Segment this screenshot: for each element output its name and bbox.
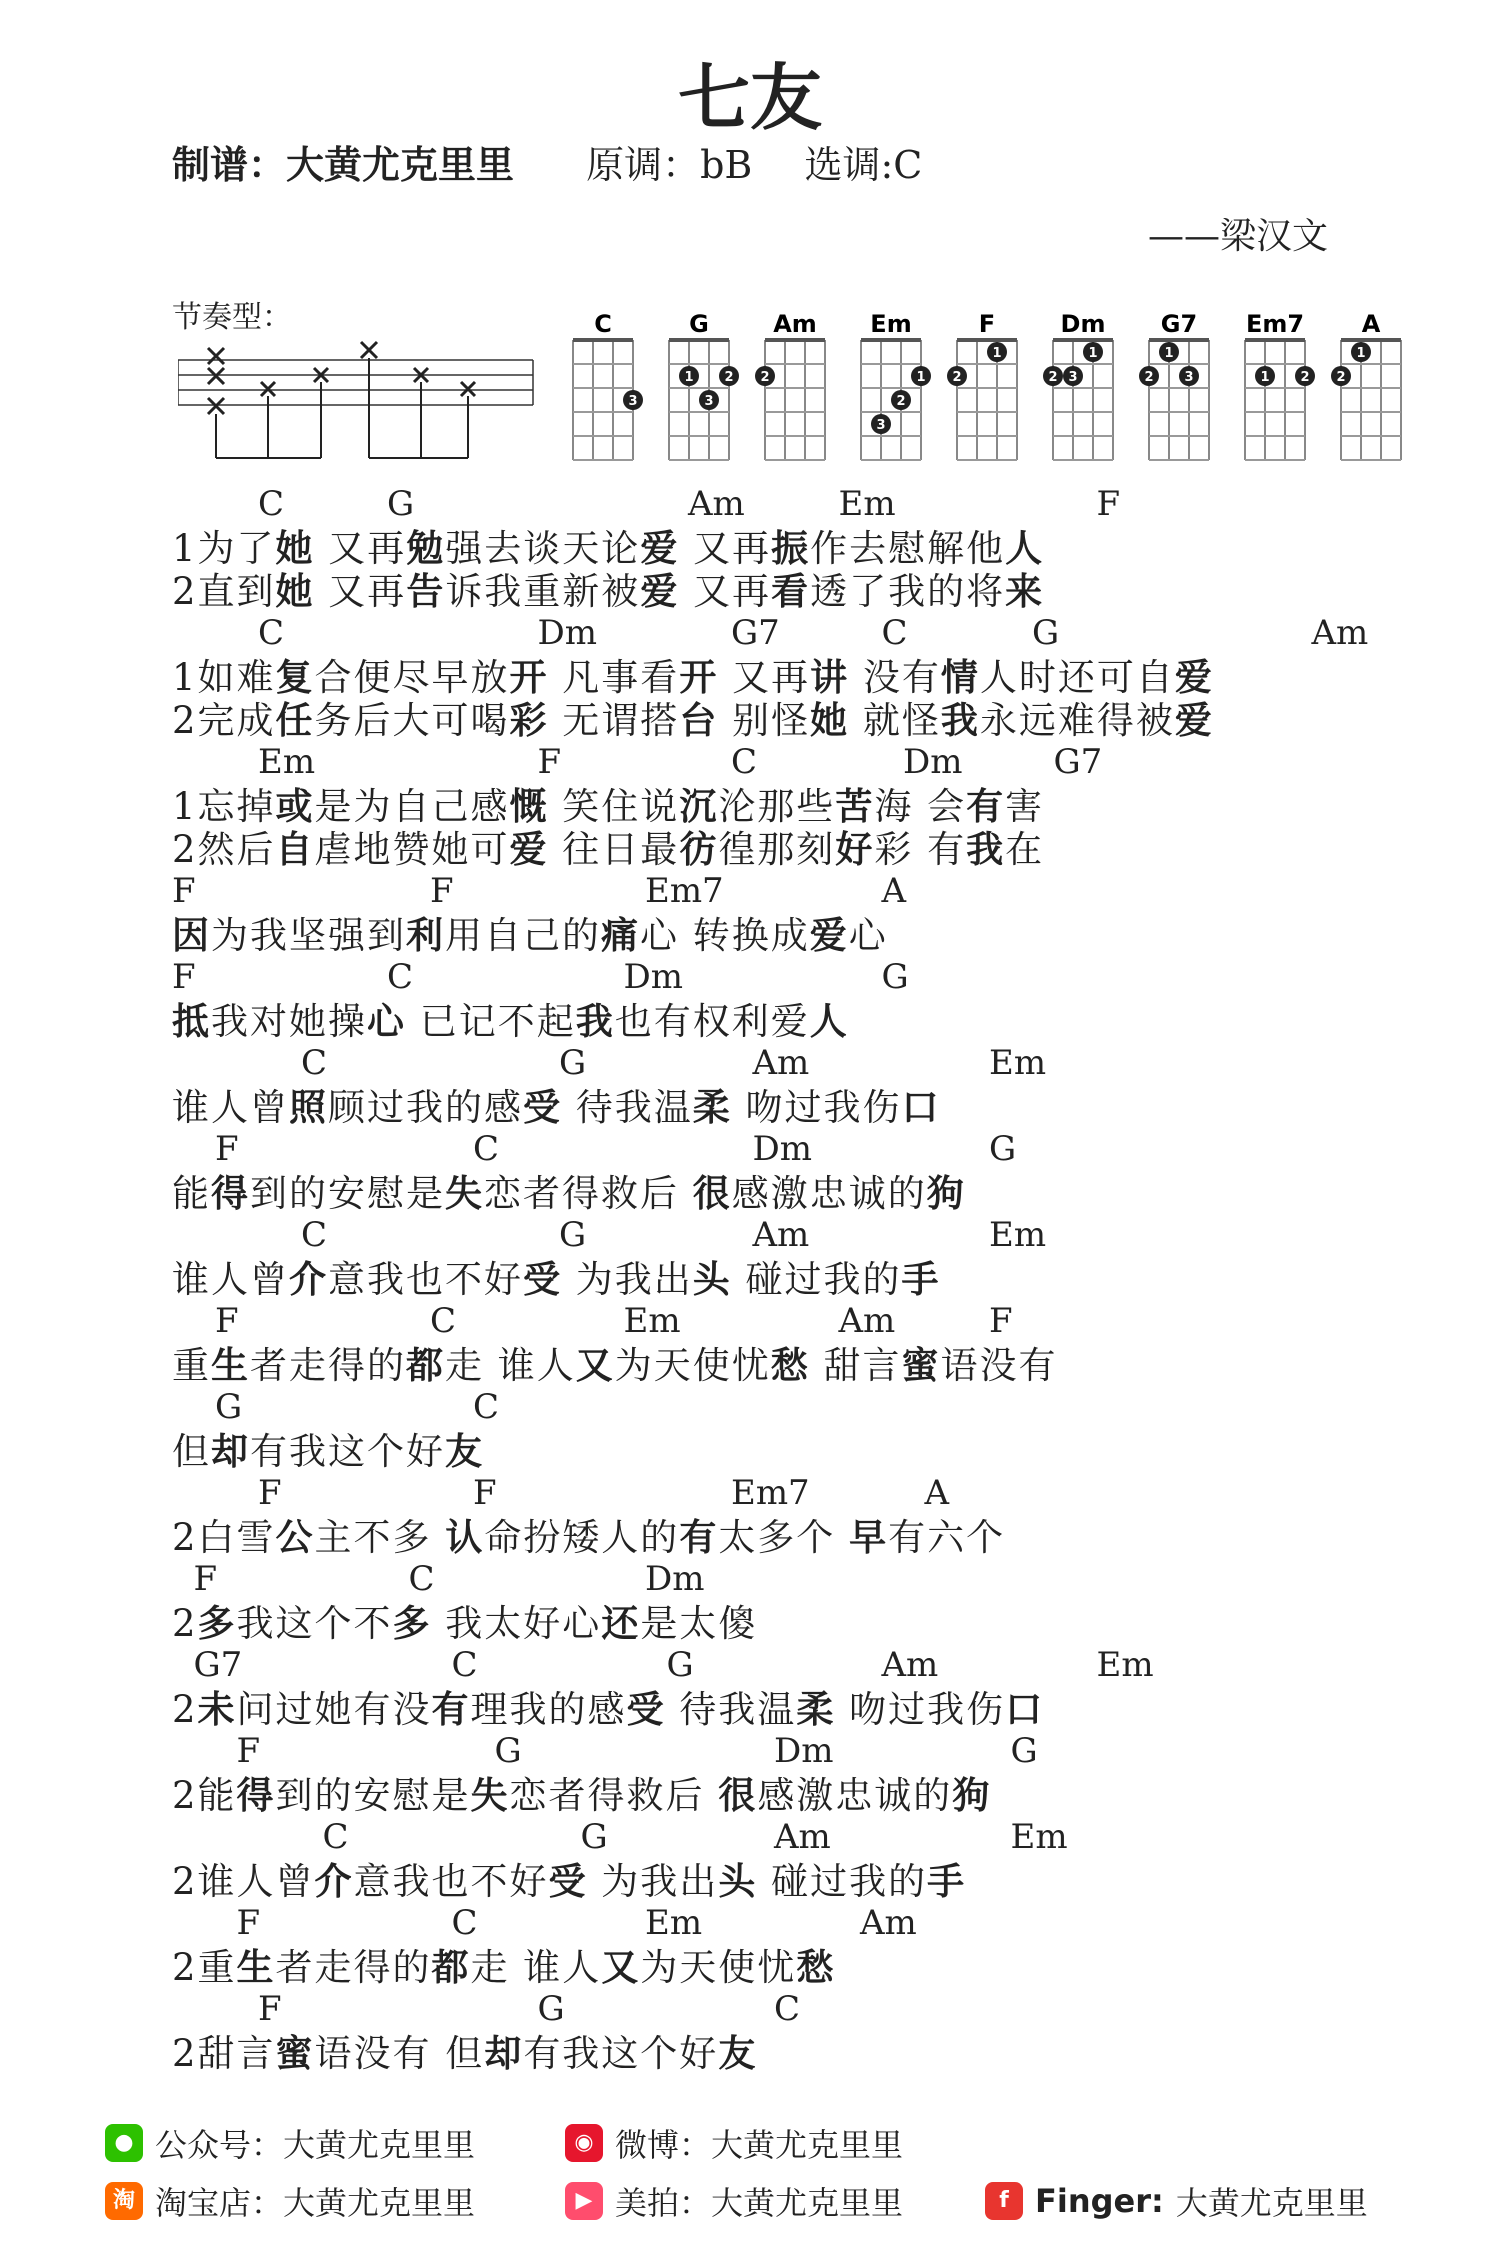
svg-text:1: 1: [684, 370, 694, 385]
chord-line: [172, 1387, 1214, 1430]
chord-symbol: Dm: [903, 742, 963, 782]
svg-text:1: 1: [992, 346, 1002, 361]
chord-symbol: Em: [645, 1903, 703, 1943]
finger-account: [985, 2178, 1368, 2224]
chord-symbol: C: [881, 613, 908, 653]
lyric-line: 2多我这个不多 我太好心还是太傻: [172, 1601, 758, 1645]
chord-line: [172, 1559, 1214, 1602]
chord-symbol: Dm: [774, 1731, 834, 1771]
lyric-block: [172, 1215, 1214, 1301]
finger-label: Finger:: [1035, 2182, 1164, 2220]
lyric-line: 1为了她 又再勉强去谈天论爱 又再振作去慰解他人: [172, 526, 1045, 570]
chord-symbol: G: [537, 1989, 565, 2029]
chord-symbol: Em: [989, 1043, 1047, 1083]
chord-symbol: Em: [1010, 1817, 1068, 1857]
chord-diagram-g7: [1139, 310, 1209, 460]
lyric-block: [172, 1559, 1214, 1645]
lyric-block: [172, 1645, 1214, 1731]
svg-text:3: 3: [1184, 370, 1194, 385]
chord-line: [172, 1731, 1214, 1774]
chord-symbol: C: [451, 1645, 478, 1685]
chord-line: [172, 613, 1369, 656]
lyric-line: 2谁人曾介意我也不好受 为我出头 碰过我的手: [172, 1859, 967, 1903]
chord-diagram-name: G7: [1160, 310, 1198, 338]
lyric-block: [172, 1989, 1214, 2075]
lyric-block: [172, 1301, 1214, 1387]
chord-symbol: G: [559, 1043, 587, 1083]
svg-text:2: 2: [896, 394, 906, 409]
chord-symbol: Em: [258, 742, 316, 782]
lyric-line: 2重生者走得的都走 谁人又为天使忧愁: [172, 1945, 836, 1989]
original-key: 原调：bB: [586, 143, 753, 187]
chord-diagram-name: G: [689, 310, 709, 338]
lyric-line: 重生者走得的都走 谁人又为天使忧愁 甜言蜜语没有: [172, 1343, 1058, 1387]
lyric-line: 谁人曾介意我也不好受 为我出头 碰过我的手: [172, 1257, 941, 1301]
chord-symbol: C: [473, 1387, 500, 1427]
singer: ——梁汉文: [1147, 216, 1328, 257]
chord-symbol: Am: [881, 1645, 939, 1685]
taobao-text: 淘宝店：大黄尤克里里: [155, 2184, 476, 2222]
chord-diagrams: [565, 310, 1435, 475]
wechat-text: 公众号：大黄尤克里里: [155, 2126, 476, 2164]
lyric-block: [172, 1903, 1214, 1989]
chord-symbol: F: [236, 1903, 261, 1943]
chord-symbol: G: [215, 1387, 243, 1427]
chord-symbol: C: [430, 1301, 457, 1341]
chord-symbol: Dm: [537, 613, 597, 653]
lyric-line: 抵我对她操心 已记不起我也有权利爱人: [172, 999, 849, 1043]
weibo-icon: ◉: [565, 2124, 603, 2162]
chord-symbol: Em: [838, 484, 896, 524]
chord-diagram-name: A: [1361, 310, 1381, 338]
chord-symbol: A: [881, 871, 907, 911]
svg-text:1: 1: [916, 370, 926, 385]
chord-symbol: Dm: [752, 1129, 812, 1169]
chord-symbol: F: [172, 871, 196, 911]
lyric-line: 但却有我这个好友: [172, 1429, 484, 1473]
svg-text:3: 3: [628, 394, 638, 409]
chord-line: [172, 1989, 1214, 2032]
svg-text:3: 3: [704, 394, 714, 409]
lyric-line: 2白雪公主不多 认命扮矮人的有太多个 早有六个: [172, 1515, 1006, 1559]
rhythm-pattern: [178, 340, 538, 475]
taobao-account: [105, 2178, 475, 2224]
chord-line: [172, 1903, 1214, 1946]
chord-line: [172, 1645, 1214, 1688]
svg-text:1: 1: [1356, 346, 1366, 361]
chord-line: [172, 871, 1214, 914]
chord-diagram-f: [947, 310, 1017, 460]
chord-symbol: F: [172, 957, 196, 997]
chord-symbol: Em: [1096, 1645, 1154, 1685]
chord-line: [172, 742, 1214, 785]
chord-symbol: Am: [838, 1301, 896, 1341]
lyric-line: 1如难复合便尽早放开 凡事看开 又再讲 没有情人时还可自爱: [172, 655, 1214, 699]
chord-symbol: G: [881, 957, 909, 997]
chord-symbol: G: [387, 484, 415, 524]
lyric-line: 2甜言蜜语没有 但却有我这个好友: [172, 2031, 758, 2075]
chord-symbol: G: [494, 1731, 522, 1771]
wechat-icon: ●: [105, 2124, 143, 2162]
chord-symbol: Em: [989, 1215, 1047, 1255]
chord-line: [172, 484, 1214, 527]
chord-symbol: Am: [688, 484, 745, 524]
chord-symbol: F: [537, 742, 562, 782]
chord-symbol: F: [215, 1129, 239, 1169]
selected-key: 选调:C: [804, 143, 923, 187]
svg-text:1: 1: [1260, 370, 1270, 385]
lyric-line: 2未问过她有没有理我的感受 待我温柔 吻过我伤口: [172, 1687, 1045, 1731]
chord-symbol: G: [1010, 1731, 1038, 1771]
chord-line: [172, 1043, 1214, 1086]
chord-symbol: Em7: [645, 871, 724, 911]
chord-diagram-g: [669, 310, 739, 460]
finger-value: 大黄尤克里里: [1175, 2184, 1368, 2222]
chord-diagram-em7: [1245, 310, 1315, 460]
svg-text:2: 2: [1300, 370, 1310, 385]
lyric-line: 能得到的安慰是失恋者得救后 很感激忠诚的狗: [172, 1171, 966, 1215]
meipai-text: 美拍：大黄尤克里里: [615, 2184, 904, 2222]
chord-symbol: C: [731, 742, 758, 782]
weibo-account: [565, 2120, 903, 2166]
chord-symbol: G7: [731, 613, 780, 653]
chord-symbol: C: [301, 1215, 328, 1255]
chord-symbol: F: [193, 1559, 218, 1599]
lyric-block: [172, 484, 1214, 613]
chord-symbol: F: [258, 1473, 282, 1513]
chord-line: [172, 1301, 1214, 1344]
chord-symbol: Dm: [623, 957, 683, 997]
chord-symbol: C: [451, 1903, 478, 1943]
chord-symbol: C: [258, 613, 285, 653]
chord-symbol: G7: [1053, 742, 1103, 782]
chord-diagram-name: Am: [773, 310, 817, 338]
lyric-line: 2然后自虐地赞她可爱 往日最彷徨那刻好彩 有我在: [172, 827, 1045, 871]
lyric-line: 谁人曾照顾过我的感受 待我温柔 吻过我伤口: [172, 1085, 941, 1129]
chord-diagram-name: Em7: [1245, 310, 1305, 338]
score-maker: 制谱：大黄尤克里里: [172, 142, 515, 187]
chord-symbol: Em: [623, 1301, 681, 1341]
chord-diagram-name: Dm: [1060, 310, 1106, 338]
svg-text:2: 2: [1144, 370, 1154, 385]
chord-symbol: F: [236, 1731, 261, 1771]
chord-symbol: Em7: [731, 1473, 810, 1513]
chord-symbol: G: [989, 1129, 1017, 1169]
chord-symbol: C: [387, 957, 414, 997]
lyric-block: [172, 1387, 1214, 1473]
chord-symbol: Dm: [645, 1559, 705, 1599]
chord-line: [172, 1473, 1214, 1516]
lyric-line: 2直到她 又再告诉我重新被爱 又再看透了我的将来: [172, 569, 1045, 613]
chord-diagram-em: [861, 310, 931, 460]
meipai-account: [565, 2178, 903, 2224]
chord-symbol: Am: [1311, 613, 1369, 653]
finger-icon: f: [985, 2182, 1023, 2220]
svg-text:3: 3: [1068, 370, 1078, 385]
chord-line: [172, 1817, 1214, 1860]
svg-text:2: 2: [1048, 370, 1058, 385]
chord-symbol: G: [666, 1645, 694, 1685]
lyric-line: 2完成任务后大可喝彩 无谓搭台 别怪她 就怪我永远难得被爱: [172, 698, 1214, 742]
chord-symbol: Am: [860, 1903, 917, 1943]
chord-line: [172, 1215, 1214, 1258]
chord-symbol: Am: [752, 1215, 810, 1255]
chord-symbol: G7: [193, 1645, 243, 1685]
lyric-block: [172, 1731, 1214, 1817]
lyric-line: 1忘掉或是为自己感慨 笑住说沉沦那些苦海 会有害: [172, 784, 1045, 828]
chord-symbol: A: [924, 1473, 950, 1513]
chord-symbol: C: [301, 1043, 328, 1083]
chord-symbol: C: [322, 1817, 349, 1857]
meipai-icon: ▶: [565, 2182, 603, 2220]
chord-diagram-dm: [1043, 310, 1113, 460]
chord-symbol: G: [1032, 613, 1060, 653]
chord-diagram-a: [1331, 310, 1401, 460]
lyric-block: [172, 871, 1214, 957]
score-meta: [172, 134, 922, 189]
chord-symbol: G: [580, 1817, 608, 1857]
chord-symbol: G: [559, 1215, 587, 1255]
lyric-line: 2能得到的安慰是失恋者得救后 很感激忠诚的狗: [172, 1773, 992, 1817]
chord-symbol: Am: [752, 1043, 810, 1083]
lyric-block: [172, 1473, 1214, 1559]
song-title: 七友: [677, 55, 822, 140]
chord-symbol: C: [473, 1129, 500, 1169]
chord-symbol: F: [1096, 484, 1121, 524]
svg-text:3: 3: [876, 418, 886, 433]
chord-line: [172, 957, 1214, 1000]
wechat-account: [105, 2120, 475, 2166]
chord-line: [172, 1129, 1214, 1172]
chord-diagram-name: F: [978, 310, 996, 338]
lyric-block: [172, 1129, 1214, 1215]
chord-diagram-name: C: [594, 310, 612, 338]
chord-symbol: F: [215, 1301, 239, 1341]
chord-symbol: C: [774, 1989, 801, 2029]
svg-text:1: 1: [1164, 346, 1174, 361]
chord-diagram-am: [755, 310, 825, 460]
svg-text:2: 2: [724, 370, 734, 385]
svg-text:2: 2: [1336, 370, 1346, 385]
lyric-block: [172, 1043, 1214, 1129]
rhythm-label: 节奏型：: [172, 300, 292, 335]
weibo-text: 微博：大黄尤克里里: [615, 2126, 904, 2164]
svg-text:1: 1: [1088, 346, 1098, 361]
chord-diagram-c: [573, 310, 643, 460]
taobao-icon: 淘: [105, 2182, 143, 2220]
chord-symbol: F: [989, 1301, 1013, 1341]
chord-symbol: F: [430, 871, 454, 911]
svg-text:2: 2: [760, 370, 770, 385]
lyric-line: 因为我坚强到利用自己的痛心 转换成爱心: [172, 913, 888, 957]
chord-symbol: C: [258, 484, 285, 524]
chord-symbol: F: [258, 1989, 282, 2029]
lyric-block: [172, 1817, 1214, 1903]
chord-symbol: C: [408, 1559, 435, 1599]
chord-symbol: F: [473, 1473, 497, 1513]
lyric-block: [172, 613, 1369, 742]
svg-text:2: 2: [952, 370, 962, 385]
lyric-block: [172, 957, 1214, 1043]
chord-symbol: Am: [774, 1817, 831, 1857]
lyric-block: [172, 742, 1214, 871]
chord-diagram-name: Em: [870, 310, 912, 338]
lyrics-sheet: [172, 484, 1369, 2075]
